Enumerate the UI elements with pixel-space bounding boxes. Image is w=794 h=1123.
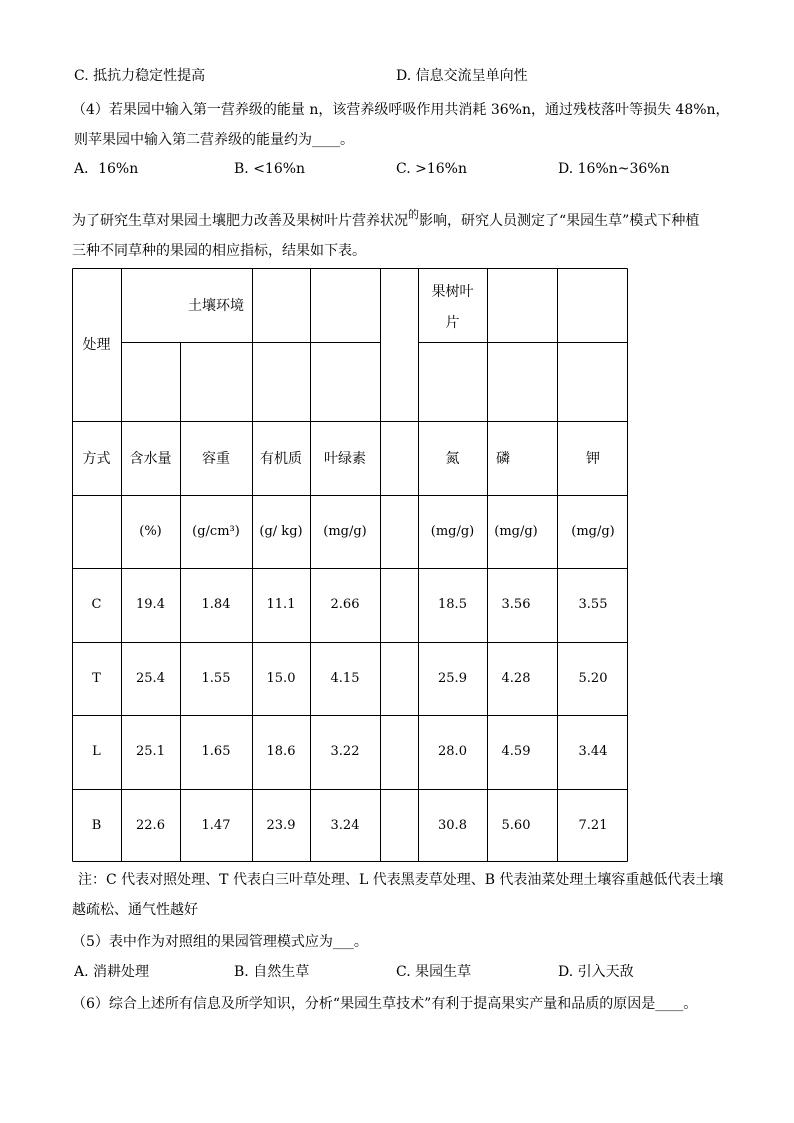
row-c-potassium: 3.55 <box>578 597 608 612</box>
row-b-organic: 23.9 <box>266 818 296 833</box>
col-water: 含水量 <box>129 451 172 467</box>
prev-option-c: C. 抵抗力稳定性提高 <box>74 68 206 84</box>
q6-text: （6）综合上述所有信息及所学知识，分析“果园生草技术”有利于提高果实产量和品质的原因是____。 <box>72 996 698 1012</box>
row-l-nitrogen: 28.0 <box>438 744 467 759</box>
q5-option-a: A. 消耕处理 <box>74 964 150 980</box>
header-leaf-2: 片 <box>445 315 460 331</box>
unit-water: (%) <box>139 524 162 539</box>
intro-line2: 三种不同草种的果园的相应指标，结果如下表。 <box>72 243 366 259</box>
header-soil: 土壤环境 <box>188 298 244 314</box>
row-b-chlorophyll: 3.24 <box>330 818 360 833</box>
table-note-line1: 注：C 代表对照处理、T 代表白三叶草处理、L 代表黑麦草处理、B 代表油菜处理土壤容重越低代表土壤 <box>78 872 724 888</box>
row-l-phosphorus: 4.59 <box>501 744 531 759</box>
q4-option-c: C. >16%n <box>396 161 467 177</box>
row-c-density: 1.84 <box>201 597 231 612</box>
row-b-phosphorus: 5.60 <box>501 818 531 833</box>
intro-line1-part-a: 为了研究生草对果园土壤肥力改善及果树叶片营养状况 <box>72 213 408 229</box>
row-b-potassium: 7.21 <box>578 818 608 833</box>
row-t-density: 1.55 <box>201 671 231 686</box>
row-b-water: 22.6 <box>136 818 165 833</box>
q5-option-b: B. 自然生草 <box>234 964 310 980</box>
prev-option-d: D. 信息交流呈单向性 <box>396 68 528 84</box>
unit-potassium: (mg/g) <box>571 524 615 539</box>
row-b-nitrogen: 30.8 <box>438 818 467 833</box>
col-organic: 有机质 <box>260 451 302 467</box>
row-t-chlorophyll: 4.15 <box>330 671 360 686</box>
row-b-label: B <box>91 818 102 833</box>
header-leaf-1: 果树叶 <box>431 284 474 300</box>
row-l-density: 1.65 <box>201 744 231 759</box>
row-c-nitrogen: 18.5 <box>438 597 467 612</box>
col-density: 容重 <box>202 451 230 467</box>
q4-option-a: A．16%n <box>74 161 139 177</box>
col-nitrogen: 氮 <box>445 451 460 467</box>
row-t-water: 25.4 <box>136 671 165 686</box>
row-t-label: T <box>92 671 101 686</box>
unit-organic: (g/ kg) <box>259 524 303 539</box>
q4-option-b: B. <16%n <box>234 161 306 177</box>
header-fangshi: 方式 <box>82 451 111 467</box>
unit-density: (g/cm³) <box>192 524 240 539</box>
row-c-water: 19.4 <box>136 597 165 612</box>
row-t-nitrogen: 25.9 <box>438 671 467 686</box>
row-t-organic: 15.0 <box>266 671 296 686</box>
q4-line1: （4）若果园中输入第一营养级的能量 n，该营养级呼吸作用共消耗 36%n，通过残枝落叶等损失 48%n， <box>72 102 730 118</box>
q5-option-c: C. 果园生草 <box>396 964 472 980</box>
row-l-water: 25.1 <box>136 744 165 759</box>
header-chuli: 处理 <box>82 337 111 353</box>
intro-line1-part-b: 影响，研究人员测定了“果园生草”模式下种植 <box>419 213 700 229</box>
intro-superscript: 的 <box>408 208 419 221</box>
unit-nitrogen: (mg/g) <box>430 524 475 539</box>
row-l-chlorophyll: 3.22 <box>330 744 360 759</box>
unit-phosphorus: (mg/g) <box>494 524 538 539</box>
row-l-organic: 18.6 <box>266 744 296 759</box>
q4-option-d: D. 16%n~36%n <box>558 161 670 177</box>
col-chlorophyll: 叶绿素 <box>324 451 366 467</box>
col-potassium: 钾 <box>586 451 600 467</box>
row-t-potassium: 5.20 <box>578 671 608 686</box>
row-c-phosphorus: 3.56 <box>501 597 531 612</box>
table-note-line2: 越疏松、通气性越好 <box>72 902 198 918</box>
row-l-potassium: 3.44 <box>578 744 608 759</box>
q5-text: （5）表中作为对照组的果园管理模式应为___。 <box>72 934 368 950</box>
row-b-density: 1.47 <box>201 818 231 833</box>
intro-line1 <box>72 208 700 230</box>
row-c-organic: 11.1 <box>266 597 296 612</box>
row-t-phosphorus: 4.28 <box>501 671 531 686</box>
row-c-label: C <box>91 597 102 612</box>
table-grid <box>72 268 628 862</box>
col-phosphorus: 磷 <box>496 451 510 467</box>
unit-chlorophyll: (mg/g) <box>323 524 367 539</box>
q5-option-d: D. 引入天敌 <box>558 964 634 980</box>
q4-line2: 则苹果园中输入第二营养级的能量约为____。 <box>74 132 354 148</box>
row-c-chlorophyll: 2.66 <box>330 597 360 612</box>
row-l-label: L <box>92 744 101 759</box>
